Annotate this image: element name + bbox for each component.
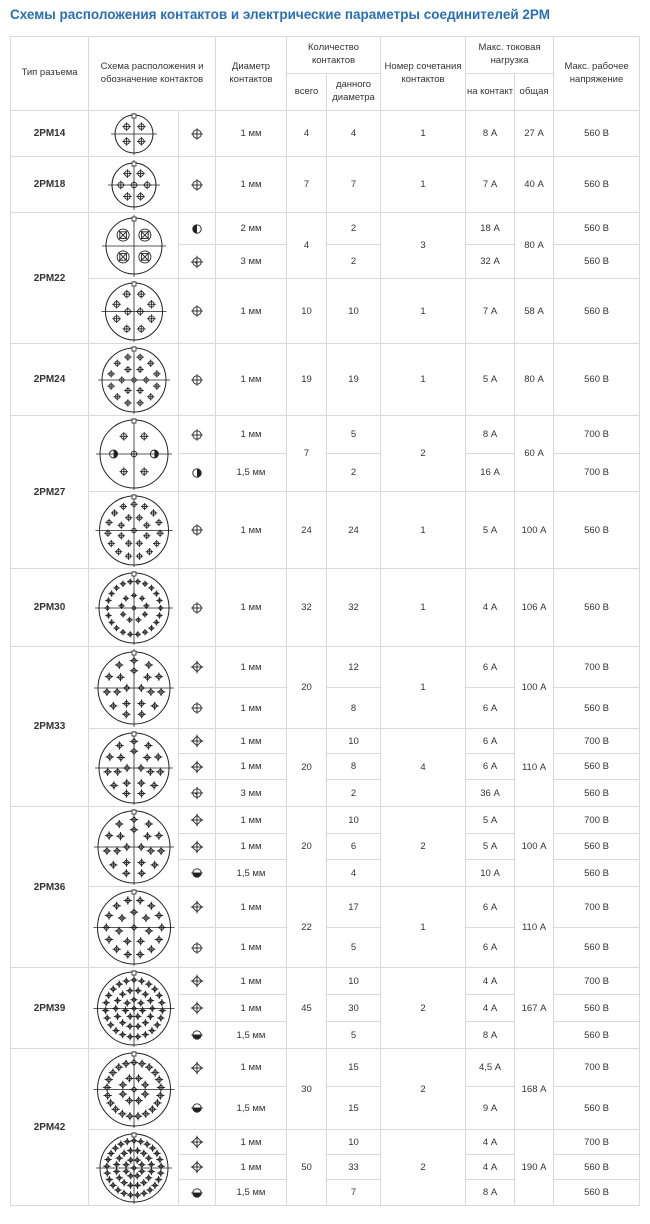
header-voltage: Макс. рабочее напряжение [554,37,640,111]
contact-diameter: 3 мм [216,245,287,279]
contact-count-total: 20 [287,807,327,887]
connector-scheme [89,279,179,344]
current-per-contact: 6 А [466,887,515,928]
contact-diameter: 1 мм [216,754,287,780]
connector-scheme-diagram [90,1051,178,1128]
current-total: 60 А [515,416,554,492]
combo-number: 2 [381,1130,466,1206]
contact-symbol [179,995,216,1022]
header-count-dia: данного диаметра [327,74,381,111]
current-total: 100 А [515,647,554,729]
contact-diameter: 1 мм [216,928,287,968]
max-voltage: 560 В [554,1180,640,1206]
contact-count-diameter: 10 [327,279,381,344]
combo-number: 1 [381,887,466,968]
connector-scheme-diagram [90,494,178,567]
contact-count-diameter: 10 [327,968,381,995]
max-voltage: 700 В [554,647,640,688]
current-per-contact: 7 А [466,279,515,344]
contact-count-total: 22 [287,887,327,968]
table-row [11,647,640,688]
current-per-contact: 8 А [466,416,515,454]
contact-diameter: 1 мм [216,807,287,834]
table-row [11,111,640,157]
connector-type: 2РМ33 [11,647,89,807]
contact-symbol [179,416,216,454]
contact-symbol-icon [190,1160,204,1174]
max-voltage: 560 В [554,688,640,729]
contact-symbol-icon [190,866,204,880]
current-total: 58 А [515,279,554,344]
max-voltage: 560 В [554,245,640,279]
contact-symbol [179,1022,216,1049]
contact-diameter: 1,5 мм [216,1180,287,1206]
contact-symbol [179,968,216,995]
contact-symbol-icon [190,760,204,774]
contact-count-total: 7 [287,157,327,213]
contact-diameter: 1 мм [216,688,287,729]
contact-symbol [179,729,216,754]
contact-count-diameter: 2 [327,454,381,492]
connector-table [10,36,640,1206]
connector-scheme [89,647,179,729]
contact-symbol-icon [190,255,204,269]
contact-count-diameter: 5 [327,416,381,454]
table-row [11,569,640,647]
contact-count-diameter: 19 [327,344,381,416]
combo-number: 1 [381,492,466,569]
max-voltage: 560 В [554,344,640,416]
current-per-contact: 5 А [466,807,515,834]
contact-symbol [179,245,216,279]
contact-diameter: 1 мм [216,729,287,754]
page-title: Схемы расположения контактов и электрические параметры соединителей 2РМ [10,7,550,22]
connector-scheme-diagram [90,970,178,1047]
combo-number: 1 [381,157,466,213]
current-per-contact: 7 А [466,157,515,213]
connector-scheme [89,492,179,569]
current-per-contact: 5 А [466,492,515,569]
connector-type: 2РМ22 [11,213,89,344]
current-per-contact: 6 А [466,928,515,968]
contact-symbol [179,454,216,492]
contact-symbol [179,887,216,928]
connector-table-wrap [10,36,639,1206]
max-voltage: 700 В [554,454,640,492]
table-row [11,968,640,995]
current-per-contact: 9 А [466,1087,515,1130]
connector-scheme-diagram [90,649,178,727]
connector-scheme [89,213,179,279]
contact-symbol [179,279,216,344]
max-voltage: 700 В [554,968,640,995]
current-per-contact: 36 А [466,780,515,807]
max-voltage: 700 В [554,1049,640,1087]
contact-diameter: 1,5 мм [216,860,287,887]
connector-scheme [89,157,179,213]
table-row [11,887,640,928]
contact-count-diameter: 7 [327,1180,381,1206]
contact-count-diameter: 5 [327,928,381,968]
contact-symbol-icon [190,660,204,674]
contact-symbol [179,860,216,887]
max-voltage: 560 В [554,569,640,647]
contact-count-diameter: 8 [327,754,381,780]
connector-scheme-diagram [90,1132,178,1204]
contact-diameter: 1 мм [216,492,287,569]
table-row [11,157,640,213]
contact-symbol [179,1130,216,1155]
contact-diameter: 1 мм [216,1049,287,1087]
contact-count-total: 4 [287,111,327,157]
contact-diameter: 1 мм [216,968,287,995]
contact-diameter: 1,5 мм [216,454,287,492]
contact-diameter: 1 мм [216,887,287,928]
max-voltage: 700 В [554,807,640,834]
table-row [11,416,640,454]
contact-count-diameter: 4 [327,860,381,887]
table-row [11,1130,640,1155]
current-per-contact: 5 А [466,344,515,416]
current-per-contact: 6 А [466,688,515,729]
contact-symbol [179,688,216,729]
max-voltage: 560 В [554,995,640,1022]
connector-scheme [89,416,179,492]
contact-symbol [179,157,216,213]
table-row [11,807,640,834]
combo-number: 1 [381,647,466,729]
current-total: 100 А [515,807,554,887]
contact-diameter: 1 мм [216,1130,287,1155]
contact-count-total: 24 [287,492,327,569]
contact-symbol-icon [190,428,204,442]
header-count-total: всего [287,74,327,111]
contact-symbol-icon [190,1001,204,1015]
connector-scheme [89,344,179,416]
contact-symbol [179,344,216,416]
contact-diameter: 1 мм [216,569,287,647]
current-per-contact: 10 А [466,860,515,887]
contact-count-diameter: 2 [327,213,381,245]
current-per-contact: 4 А [466,569,515,647]
max-voltage: 700 В [554,729,640,754]
connector-scheme [89,887,179,968]
contact-symbol [179,111,216,157]
current-total: 80 А [515,344,554,416]
contact-symbol-icon [190,701,204,715]
max-voltage: 560 В [554,279,640,344]
connector-scheme [89,1049,179,1130]
current-total: 110 А [515,887,554,968]
current-total: 106 А [515,569,554,647]
combo-number: 2 [381,807,466,887]
contact-symbol-icon [190,734,204,748]
contact-count-total: 20 [287,729,327,807]
max-voltage: 700 В [554,887,640,928]
header-current-contact: на контакт [466,74,515,111]
contact-count-total: 20 [287,647,327,729]
connector-type: 2РМ18 [11,157,89,213]
max-voltage: 560 В [554,213,640,245]
contact-diameter: 1 мм [216,834,287,860]
contact-symbol [179,754,216,780]
current-per-contact: 18 А [466,213,515,245]
table-row [11,1049,640,1087]
connector-scheme-diagram [90,346,178,414]
contact-diameter: 1 мм [216,279,287,344]
current-per-contact: 4,5 А [466,1049,515,1087]
header-type: Тип разъема [11,37,89,111]
max-voltage: 560 В [554,928,640,968]
contact-symbol [179,1155,216,1180]
contact-symbol-icon [190,1061,204,1075]
max-voltage: 700 В [554,1130,640,1155]
connector-scheme-diagram [90,731,178,805]
header-current-total: общая [515,74,554,111]
current-total: 167 А [515,968,554,1049]
contact-symbol-icon [190,1135,204,1149]
contact-symbol [179,807,216,834]
current-per-contact: 4 А [466,1155,515,1180]
contact-symbol [179,1049,216,1087]
connector-type: 2РМ24 [11,344,89,416]
contact-count-total: 30 [287,1049,327,1130]
contact-symbol [179,492,216,569]
contact-count-diameter: 17 [327,887,381,928]
contact-count-diameter: 33 [327,1155,381,1180]
contact-symbol-icon [190,813,204,827]
contact-symbol-icon [190,786,204,800]
contact-count-diameter: 10 [327,729,381,754]
connector-type: 2РМ30 [11,569,89,647]
contact-symbol-icon [190,900,204,914]
contact-symbol-icon [190,1028,204,1042]
contact-symbol-icon [190,974,204,988]
connector-scheme [89,1130,179,1206]
contact-symbol [179,1087,216,1130]
connector-scheme-diagram [90,159,178,211]
contact-count-diameter: 2 [327,245,381,279]
contact-symbol [179,1180,216,1206]
contact-count-total: 50 [287,1130,327,1206]
max-voltage: 700 В [554,416,640,454]
contact-diameter: 1 мм [216,995,287,1022]
current-per-contact: 8 А [466,111,515,157]
contact-diameter: 3 мм [216,780,287,807]
connector-scheme-diagram [90,418,178,490]
current-per-contact: 4 А [466,968,515,995]
current-total: 190 А [515,1130,554,1206]
combo-number: 1 [381,279,466,344]
contact-count-diameter: 15 [327,1087,381,1130]
combo-number: 1 [381,344,466,416]
contact-symbol [179,834,216,860]
max-voltage: 560 В [554,492,640,569]
connector-scheme-diagram [90,809,178,885]
combo-number: 1 [381,569,466,647]
contact-diameter: 1 мм [216,111,287,157]
contact-count-diameter: 7 [327,157,381,213]
contact-symbol [179,647,216,688]
contact-count-diameter: 12 [327,647,381,688]
combo-number: 2 [381,416,466,492]
contact-symbol-icon [190,178,204,192]
contact-diameter: 1,5 мм [216,1087,287,1130]
contact-diameter: 1 мм [216,344,287,416]
contact-count-diameter: 8 [327,688,381,729]
combo-number: 4 [381,729,466,807]
contact-count-total: 45 [287,968,327,1049]
connector-scheme-diagram [90,281,178,342]
table-row [11,213,640,245]
contact-symbol-icon [190,840,204,854]
contact-symbol-icon [190,127,204,141]
table-row [11,344,640,416]
max-voltage: 560 В [554,1087,640,1130]
contact-diameter: 2 мм [216,213,287,245]
combo-number: 1 [381,111,466,157]
combo-number: 2 [381,1049,466,1130]
contact-count-diameter: 10 [327,807,381,834]
contact-count-diameter: 32 [327,569,381,647]
header-combo: Номер сочетания контактов [381,37,466,111]
current-per-contact: 6 А [466,647,515,688]
connector-type: 2РМ36 [11,807,89,968]
contact-diameter: 1 мм [216,1155,287,1180]
current-total: 168 А [515,1049,554,1130]
contact-count-diameter: 2 [327,780,381,807]
contact-symbol-icon [190,466,204,480]
contact-symbol-icon [190,222,204,236]
current-total: 27 А [515,111,554,157]
connector-type: 2РМ27 [11,416,89,569]
max-voltage: 560 В [554,1155,640,1180]
connector-scheme-diagram [90,889,178,966]
max-voltage: 560 В [554,1022,640,1049]
contact-symbol-icon [190,304,204,318]
max-voltage: 560 В [554,157,640,213]
contact-symbol [179,780,216,807]
connector-scheme-diagram [90,215,178,277]
contact-diameter: 1 мм [216,647,287,688]
current-per-contact: 16 А [466,454,515,492]
contact-symbol-icon [190,601,204,615]
current-per-contact: 6 А [466,729,515,754]
contact-count-diameter: 15 [327,1049,381,1087]
contact-symbol-icon [190,1186,204,1200]
contact-count-total: 32 [287,569,327,647]
contact-count-diameter: 6 [327,834,381,860]
connector-type: 2РМ39 [11,968,89,1049]
contact-count-diameter: 30 [327,995,381,1022]
connector-scheme-diagram [90,113,178,155]
connector-scheme [89,807,179,887]
contact-count-diameter: 5 [327,1022,381,1049]
table-row [11,729,640,754]
current-per-contact: 32 А [466,245,515,279]
contact-count-diameter: 24 [327,492,381,569]
current-total: 110 А [515,729,554,807]
current-per-contact: 4 А [466,995,515,1022]
contact-symbol [179,213,216,245]
header-current: Макс. токовая нагрузка [466,37,554,74]
table-row [11,492,640,569]
connector-table-body [11,111,640,1206]
contact-symbol-icon [190,1101,204,1115]
header-diameter: Диаметр контактов [216,37,287,111]
current-total: 100 А [515,492,554,569]
contact-count-diameter: 10 [327,1130,381,1155]
max-voltage: 560 В [554,754,640,780]
header-scheme: Схема расположения и обозначение контактов [89,37,216,111]
contact-diameter: 1 мм [216,416,287,454]
connector-scheme [89,111,179,157]
connector-scheme-diagram [90,571,178,645]
connector-type: 2РМ42 [11,1049,89,1206]
contact-count-total: 10 [287,279,327,344]
header-count: Количество контактов [287,37,381,74]
combo-number: 2 [381,968,466,1049]
contact-diameter: 1,5 мм [216,1022,287,1049]
current-total: 40 А [515,157,554,213]
combo-number: 3 [381,213,466,279]
current-per-contact: 4 А [466,1130,515,1155]
contact-symbol-icon [190,523,204,537]
connector-scheme [89,968,179,1049]
connector-type: 2РМ14 [11,111,89,157]
contact-count-total: 4 [287,213,327,279]
contact-symbol-icon [190,373,204,387]
current-per-contact: 8 А [466,1022,515,1049]
current-per-contact: 8 А [466,1180,515,1206]
contact-symbol [179,569,216,647]
max-voltage: 560 В [554,834,640,860]
max-voltage: 560 В [554,111,640,157]
current-total: 80 А [515,213,554,279]
contact-diameter: 1 мм [216,157,287,213]
connector-scheme [89,729,179,807]
contact-symbol [179,928,216,968]
table-row [11,279,640,344]
connector-scheme [89,569,179,647]
max-voltage: 560 В [554,780,640,807]
contact-count-total: 7 [287,416,327,492]
current-per-contact: 5 А [466,834,515,860]
contact-count-diameter: 4 [327,111,381,157]
contact-symbol-icon [190,941,204,955]
contact-count-total: 19 [287,344,327,416]
current-per-contact: 6 А [466,754,515,780]
max-voltage: 560 В [554,860,640,887]
